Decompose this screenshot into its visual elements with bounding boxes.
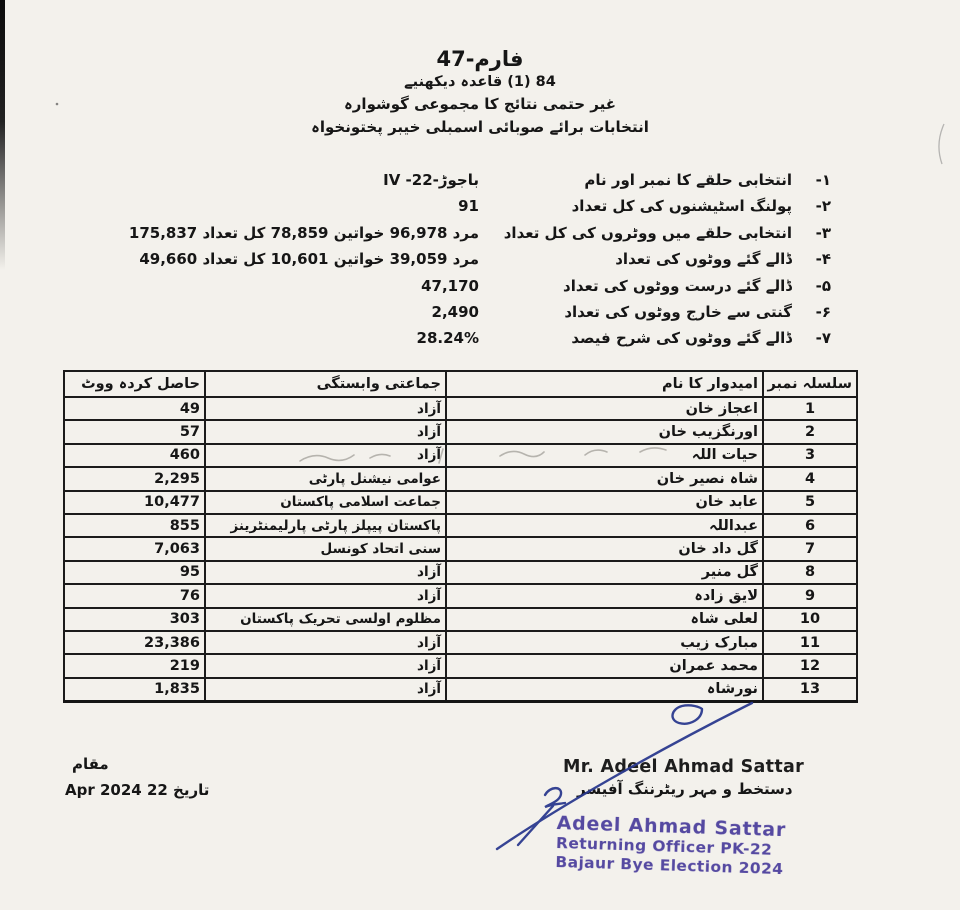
cell-candidate-name: مبارک زیب (446, 631, 763, 654)
cell-serial: 10 (763, 608, 857, 631)
cell-serial: 4 (763, 467, 857, 490)
cell-party: آزاد (205, 631, 446, 654)
candidate-row (64, 397, 857, 420)
cell-serial: 5 (763, 491, 857, 514)
cell-party: آزاد (205, 444, 446, 467)
cell-votes: 855 (64, 514, 205, 537)
cell-serial: 3 (763, 444, 857, 467)
cell-candidate-name: عابد خان (446, 491, 763, 514)
item-label: گنتی سے خارج ووٹوں کی تعداد (564, 302, 792, 321)
cell-serial: 9 (763, 584, 857, 607)
cell-votes: 303 (64, 608, 205, 631)
cell-votes: 10,477 (64, 491, 205, 514)
returning-officer-stamp (555, 812, 786, 878)
cell-votes: 1,835 (64, 678, 205, 701)
item-number: ۱- (815, 171, 831, 189)
cell-serial: 1 (763, 397, 857, 420)
cell-candidate-name: گل منیر (446, 561, 763, 584)
item-value: باجوڑ-22- IV (383, 171, 479, 189)
returning-officer-name: Mr. Adeel Ahmad Sattar (563, 757, 805, 777)
summary-item (65, 224, 837, 250)
candidate-row (64, 467, 857, 490)
candidate-row (64, 631, 857, 654)
results-header-row (64, 371, 857, 397)
cell-votes: 95 (64, 561, 205, 584)
cell-candidate-name: اعجاز خان (446, 397, 763, 420)
provisional-results-subtitle: غیر حتمی نتائج کا مجموعی گوشوارہ (344, 95, 616, 113)
cell-candidate-name: لعلی شاہ (446, 608, 763, 631)
summary-item (65, 277, 837, 303)
item-number: ۳- (815, 223, 831, 242)
cell-party: آزاد (205, 654, 446, 677)
header-party-affiliation: جماعتی وابستگی (205, 371, 446, 397)
candidate-row (64, 444, 857, 467)
cell-party: آزاد (205, 584, 446, 607)
cell-votes: 460 (64, 444, 205, 467)
candidate-results-table (63, 370, 858, 703)
summary-item (65, 329, 837, 355)
place-label: مقام (72, 755, 109, 773)
item-label: انتخابی حلقے کا نمبر اور نام (584, 171, 792, 189)
cell-party: آزاد (205, 420, 446, 443)
cell-candidate-name: لایق زادہ (446, 584, 763, 607)
item-number: ۴- (815, 250, 831, 269)
cell-party: سنی اتحاد کونسل (205, 537, 446, 560)
form-title: فارم-47 (436, 47, 524, 71)
cell-party: آزاد (205, 561, 446, 584)
signature-and-seal-label: دستخط و مہر ریٹرننگ آفیسر (577, 780, 793, 798)
candidate-row (64, 561, 857, 584)
cell-votes: 23,386 (64, 631, 205, 654)
item-value: 91 (458, 197, 479, 216)
stamp-election-name: Bajaur Bye Election 2024 (555, 852, 784, 878)
cell-party: آزاد (205, 678, 446, 701)
item-value: مرد 39,059 خواتین 10,601 کل تعداد 49,660 (139, 250, 479, 269)
cell-party: آزاد (205, 397, 446, 420)
candidate-row (64, 678, 857, 701)
cell-votes: 57 (64, 420, 205, 443)
cell-party: پاکستان پیپلز پارٹی پارلیمنٹرینز (205, 514, 446, 537)
item-number: ۶- (815, 302, 831, 321)
cell-votes: 219 (64, 654, 205, 677)
cell-serial: 6 (763, 514, 857, 537)
header-candidate-name: امیدوار کا نام (446, 371, 763, 397)
cell-candidate-name: شاہ نصیر خان (446, 467, 763, 490)
summary-item (65, 250, 837, 276)
item-value: مرد 96,978 خواتین 78,859 کل تعداد 175,837 (128, 223, 479, 242)
cell-serial: 7 (763, 537, 857, 560)
header-serial-number: سلسلہ نمبر (763, 371, 857, 397)
candidate-row (64, 491, 857, 514)
election-title: انتخابات برائے صوبائی اسمبلی خیبر پختونخواہ (311, 117, 649, 136)
cell-candidate-name: اورنگزیب خان (446, 420, 763, 443)
item-number: ۷- (815, 329, 831, 348)
item-value: 47,170 (421, 276, 479, 295)
summary-list (65, 171, 837, 356)
item-label: ڈالے گئے ووٹوں کی شرح فیصد (571, 329, 792, 348)
item-label: ڈالے گئے درست ووٹوں کی تعداد (563, 276, 792, 295)
cell-serial: 12 (763, 654, 857, 677)
summary-item (65, 303, 837, 329)
cell-party: عوامی نیشنل پارٹی (205, 467, 446, 490)
cell-candidate-name: گل داد خان (446, 537, 763, 560)
cell-candidate-name: عبداللہ (446, 514, 763, 537)
cell-serial: 13 (763, 678, 857, 701)
cell-serial: 2 (763, 420, 857, 443)
candidate-row (64, 654, 857, 677)
candidate-row (64, 420, 857, 443)
summary-item (65, 171, 837, 197)
item-value: 2,490 (431, 302, 479, 321)
candidate-row (64, 514, 857, 537)
item-value: 28.24% (416, 329, 479, 348)
cell-candidate-name: محمد عمران (446, 654, 763, 677)
cell-serial: 8 (763, 561, 857, 584)
cell-candidate-name: حیات اللہ (446, 444, 763, 467)
date-line: تاریخ 22 Apr 2024 (65, 781, 210, 799)
cell-party: مظلوم اولسی تحریک پاکستان (205, 608, 446, 631)
item-label: انتخابی حلقے میں ووٹروں کی کل تعداد (503, 223, 792, 242)
cell-votes: 76 (64, 584, 205, 607)
item-number: ۲- (815, 197, 831, 216)
cell-votes: 7,063 (64, 537, 205, 560)
item-number: ۵- (815, 276, 831, 295)
stamp-officer-title: Returning Officer PK-22 (555, 834, 773, 860)
header-votes-obtained: حاصل کردہ ووٹ (64, 371, 205, 397)
summary-item (65, 197, 837, 223)
cell-votes: 2,295 (64, 467, 205, 490)
results-table-body (64, 397, 857, 701)
candidate-row (64, 537, 857, 560)
rule-reference: دیکھنیے‎ قاعدہ‎ (1) 84 (404, 74, 556, 91)
item-label: ڈالے گئے ووٹوں کی تعداد (615, 250, 792, 269)
stamp-officer-name: Adeel Ahmad Sattar (556, 812, 787, 842)
cell-serial: 11 (763, 631, 857, 654)
candidate-row (64, 608, 857, 631)
candidate-row (64, 584, 857, 607)
cell-party: جماعت اسلامی پاکستان (205, 491, 446, 514)
cell-candidate-name: نورشاہ (446, 678, 763, 701)
cell-votes: 49 (64, 397, 205, 420)
document-header (0, 46, 960, 138)
item-label: پولنگ اسٹیشنوں کی کل تعداد (571, 197, 792, 216)
